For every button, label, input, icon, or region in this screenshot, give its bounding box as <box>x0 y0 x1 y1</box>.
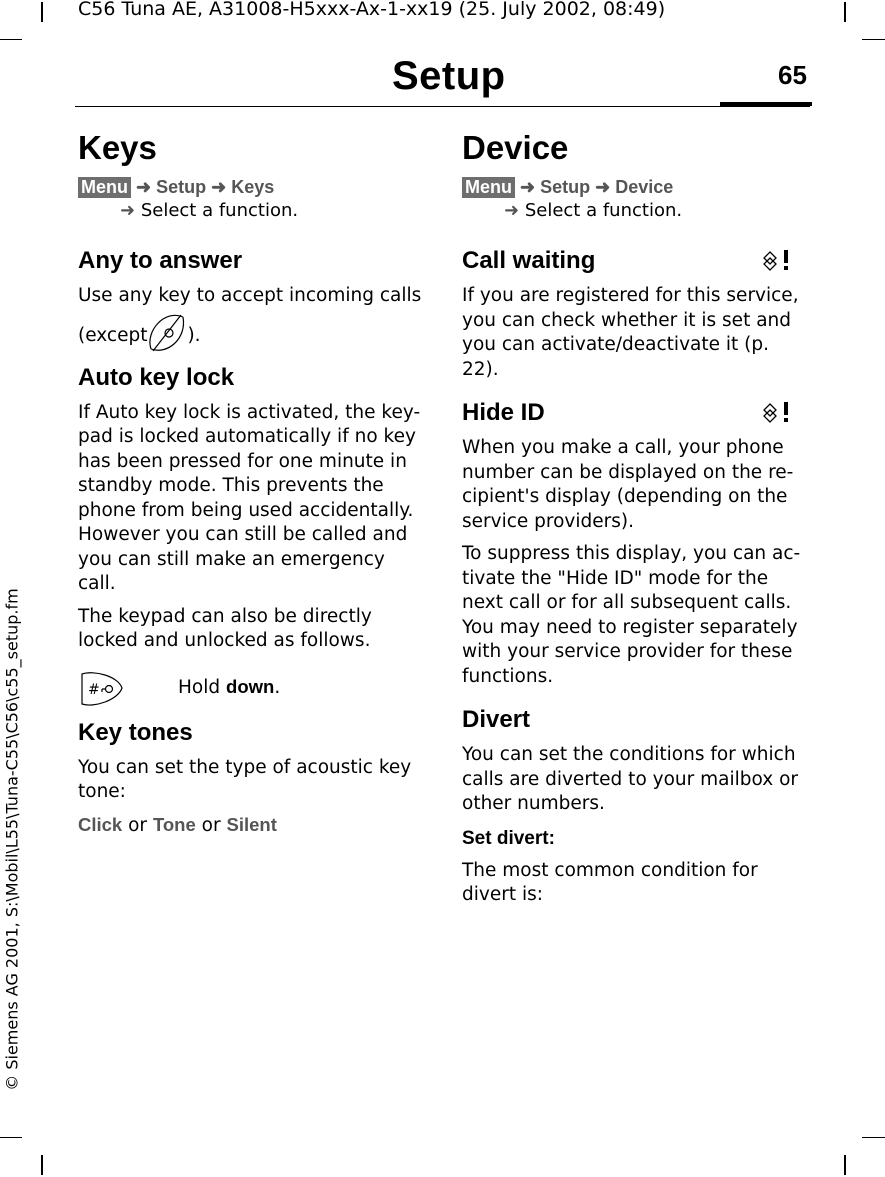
arrow-right-icon: ➜ <box>136 177 152 197</box>
document-reference: C56 Tuna AE, A31008-H5xxx-Ax-1-xx19 (25. July 2002, 08:49) <box>78 0 666 20</box>
auto-key-lock-heading: Auto key lock <box>78 363 235 391</box>
crop-mark <box>844 1155 846 1175</box>
menu-softkey: Menu <box>78 177 131 198</box>
key-tones-heading: Key tones <box>78 718 193 746</box>
path-step: Select a function. <box>140 200 299 221</box>
copyright-side-text: © Siemens AG 2001, S:\Mobil\L55\Tuna-C55\C56\c55_setup.fm <box>2 588 22 1091</box>
hold-instruction: # Hold down. <box>78 672 424 706</box>
set-divert-heading: Set divert: <box>462 827 555 849</box>
option-tone: Tone <box>152 813 196 835</box>
svg-text:#: # <box>88 681 100 698</box>
key-tones-options: Click or Tone or Silent <box>78 813 277 836</box>
call-waiting-text: If you are registered for this service, you can check whether it is set and you can activate/deactivate it (p. 22). <box>462 285 799 380</box>
path-step: Setup <box>156 177 207 197</box>
option-silent: Silent <box>226 813 277 835</box>
arrow-right-icon: ➜ <box>520 177 536 197</box>
arrow-right-icon: ➜ <box>595 177 611 197</box>
hide-id-text-2: To suppress this display, you can ac-tivate the "Hide ID" mode for the next call or for all subsequent calls. You may need to register separately with your service provider for these functions. <box>462 543 801 687</box>
hold-action: down <box>226 675 275 697</box>
any-to-answer-heading: Any to answer <box>78 247 243 274</box>
header-rule <box>75 106 810 107</box>
crop-mark <box>844 2 846 22</box>
page-title: Setup <box>392 54 506 98</box>
device-column <box>462 126 808 908</box>
crop-mark <box>862 39 885 40</box>
hold-label: Hold <box>178 676 221 698</box>
any-to-answer-text: Use any key to accept incoming calls (except ). <box>78 284 424 355</box>
arrow-right-icon: ➜ <box>504 200 520 221</box>
device-menu-path <box>462 176 808 222</box>
network-service-icon <box>760 400 794 424</box>
crop-mark <box>0 1137 22 1138</box>
device-heading: Device <box>462 129 569 166</box>
path-step: Select a function. <box>524 200 683 221</box>
path-step: Device <box>615 177 674 197</box>
hide-id-heading: Hide ID <box>462 398 808 428</box>
divert-text-2: The most common condition for divert is: <box>462 859 758 905</box>
crop-mark <box>0 39 22 40</box>
path-step: Keys <box>231 177 275 197</box>
call-waiting-heading: Call waiting <box>462 246 808 276</box>
keys-heading: Keys <box>78 129 157 166</box>
auto-key-lock-text-2: The keypad can also be directly locked and unlocked as follows. <box>78 605 372 651</box>
keys-column <box>78 126 424 838</box>
crop-mark <box>41 2 43 22</box>
hide-id-text: When you make a call, your phone number can be displayed on the re-cipient's display (depending on the service providers). <box>462 437 794 532</box>
end-call-key-icon <box>147 309 187 355</box>
divert-text: You can set the conditions for which calls are diverted to your mailbox or other numbers. <box>462 744 798 814</box>
arrow-right-icon: ➜ <box>211 177 227 197</box>
key-tones-text: You can set the type of acoustic key tone: <box>78 756 412 802</box>
path-step: Setup <box>540 177 591 197</box>
divert-heading: Divert <box>462 706 531 733</box>
crop-mark <box>41 1155 43 1175</box>
crop-mark <box>862 1137 885 1138</box>
network-service-icon <box>760 248 794 272</box>
page-number: 65 <box>778 60 807 90</box>
hash-key-icon <box>78 672 126 706</box>
header-rule-thick <box>720 102 812 106</box>
auto-key-lock-text: If Auto key lock is activated, the key-pad is locked automatically if no key has been pressed for one minute in standby mode. This prevents the phone from being used accidentally. However you can still be called and you can still make an emergency call. <box>78 401 421 594</box>
keys-menu-path <box>78 176 424 222</box>
menu-softkey: Menu <box>462 177 515 198</box>
option-click: Click <box>78 813 123 835</box>
arrow-right-icon: ➜ <box>120 200 136 221</box>
